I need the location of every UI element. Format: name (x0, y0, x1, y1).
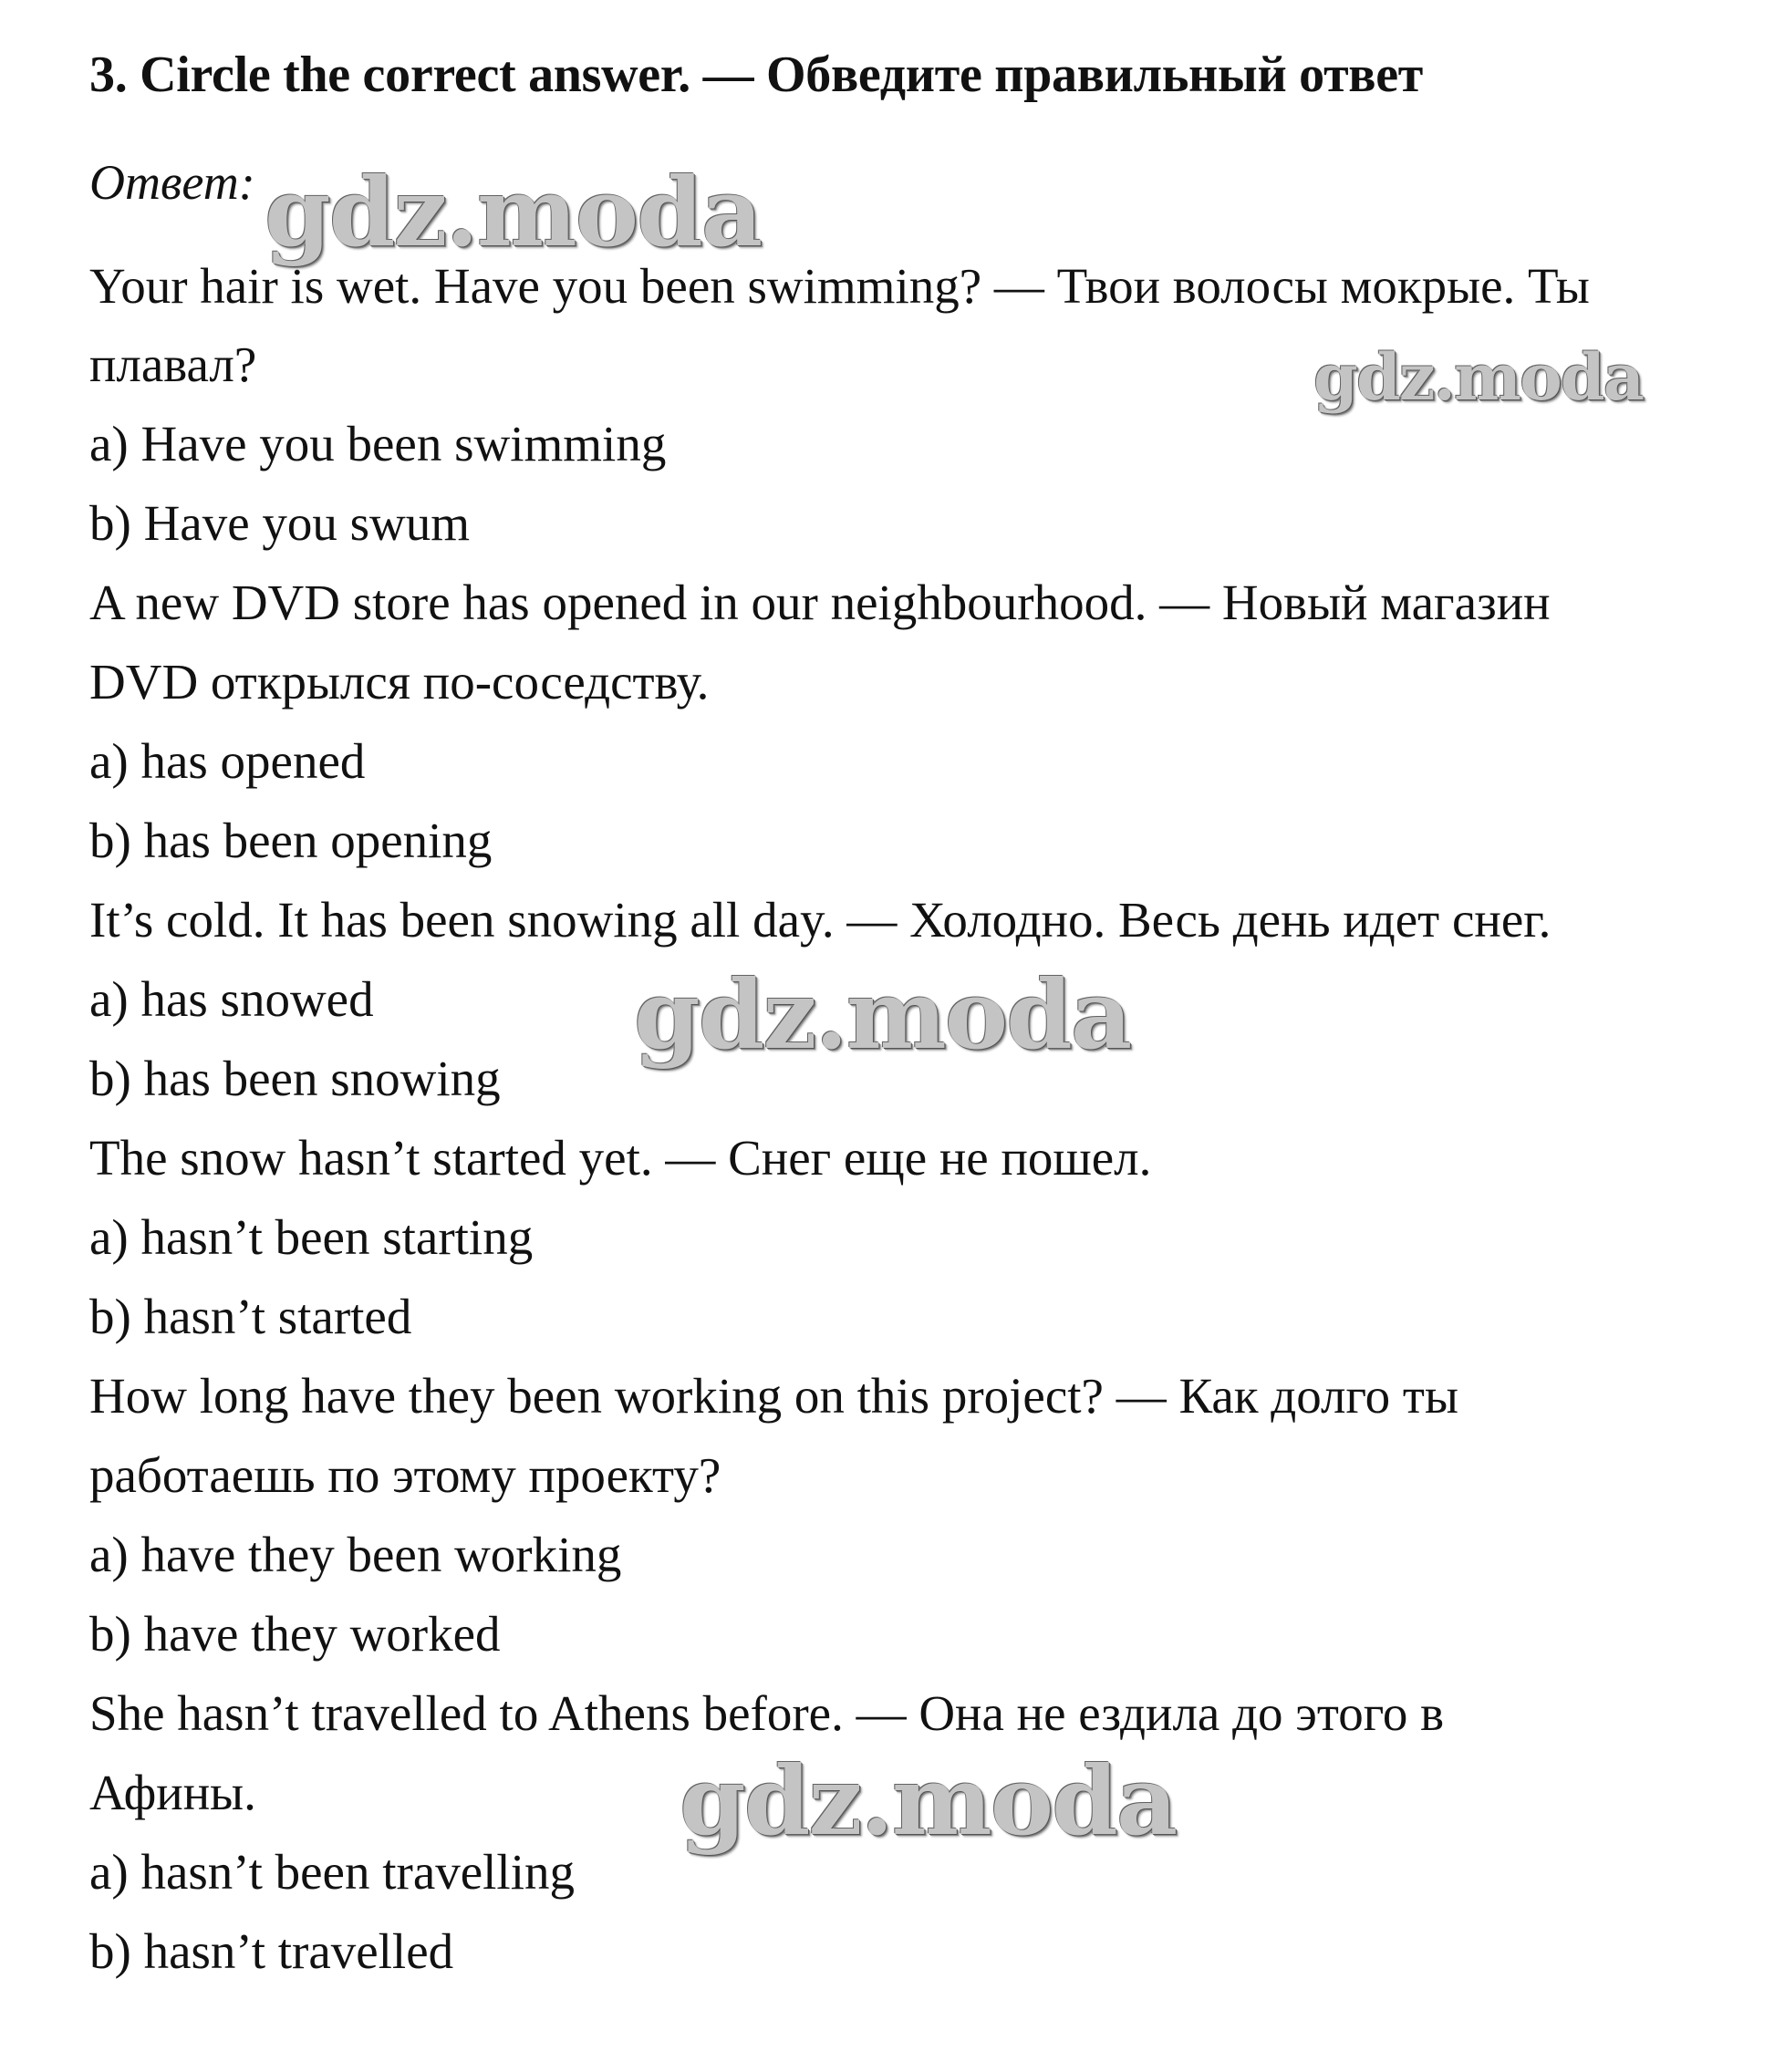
question-5-line-1: How long have they been working on this project? — Как долго ты (89, 1368, 1458, 1424)
question-2-option-a: a) has opened (89, 733, 366, 789)
exercise-heading: 3. Circle the correct answer. — Обведите правильный ответ (89, 47, 1423, 103)
question-3-line-1: It’s cold. It has been snowing all day. — Холодно. Весь день идет снег. (89, 892, 1551, 948)
watermark: gdz.moda (265, 156, 762, 268)
question-6-option-b: b) hasn’t travelled (89, 1923, 454, 1979)
question-5-line-2: работаешь по этому проекту? (89, 1447, 721, 1503)
question-1-line-2: плавал? (89, 337, 257, 392)
question-6-line-1: She hasn’t travelled to Athens before. — Она не ездила до этого в (89, 1685, 1445, 1741)
question-1-line-1: Your hair is wet. Have you been swimming? — Твои волосы мокрые. Ты (89, 258, 1590, 314)
question-1-option-a: a) Have you been swimming (89, 416, 667, 471)
question-1-option-b: b) Have you swum (89, 495, 471, 551)
answer-label: Ответ: (89, 155, 255, 210)
question-3-option-a: a) has snowed (89, 971, 374, 1027)
question-2-line-1: A new DVD store has opened in our neighbourhood. — Новый магазин (89, 575, 1551, 630)
watermark: gdz.moda (634, 958, 1131, 1071)
question-4-option-a: a) hasn’t been starting (89, 1209, 534, 1265)
question-4-option-b: b) hasn’t started (89, 1289, 412, 1344)
question-5-option-b: b) have they worked (89, 1606, 501, 1662)
watermark: gdz.moda (1313, 339, 1644, 415)
question-3-option-b: b) has been snowing (89, 1051, 501, 1106)
question-4-line-1: The snow hasn’t started yet. — Снег еще не пошел. (89, 1130, 1152, 1186)
question-2-line-2: DVD открылся по-соседству. (89, 654, 710, 710)
question-5-option-a: a) have they been working (89, 1527, 622, 1582)
question-2-option-b: b) has been opening (89, 813, 493, 868)
question-6-option-a: a) hasn’t been travelling (89, 1844, 575, 1900)
watermark: gdz.moda (680, 1745, 1177, 1857)
question-6-line-2: Афины. (89, 1765, 256, 1820)
